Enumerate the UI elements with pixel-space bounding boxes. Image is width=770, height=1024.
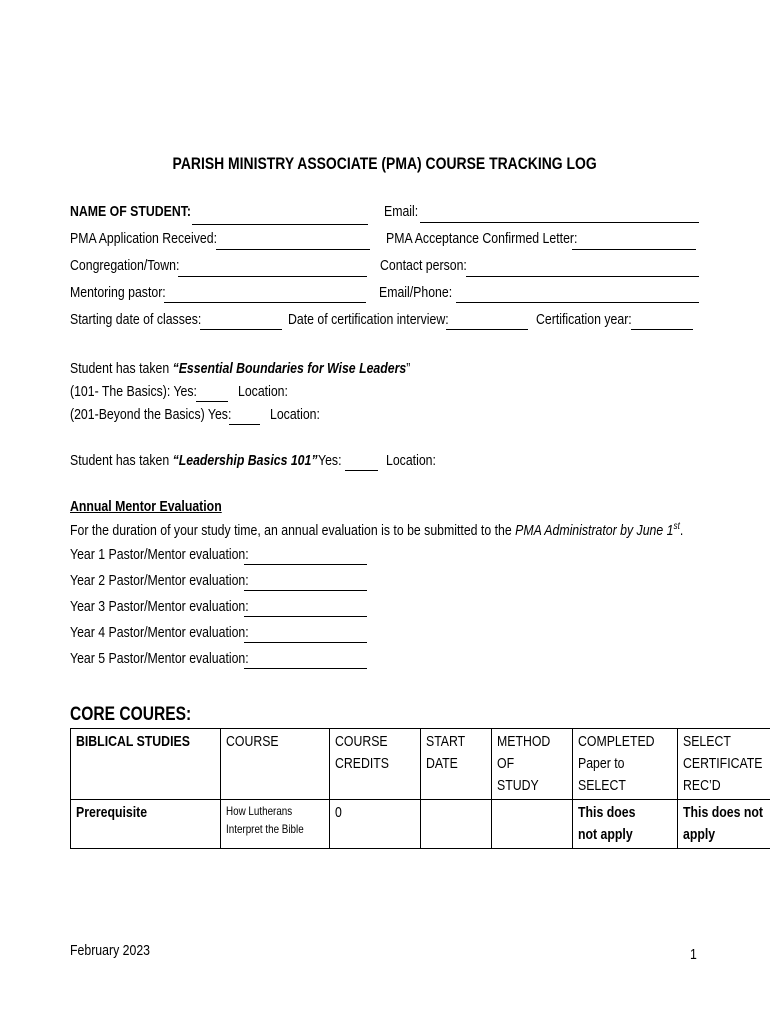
application-received-label: PMA Application Received:	[70, 230, 218, 247]
leadership-yes-wrap	[318, 452, 347, 469]
certification-year-line[interactable]	[631, 315, 693, 330]
header-select-certificate: SELECT CERTIFICATE REC’D	[677, 729, 770, 800]
starting-date-label: Starting date of classes:	[70, 311, 202, 328]
certification-year-label: Certification year:	[536, 311, 632, 328]
boundaries-course: “Essential Boundaries for Wise Leaders	[172, 360, 407, 377]
boundaries-row	[70, 360, 485, 377]
leadership-yes-label: Yes:	[318, 452, 342, 469]
page-title: PARISH MINISTRY ASSOCIATE (PMA) COURSE TRACKING LOG	[172, 154, 598, 173]
certification-interview-line[interactable]	[446, 315, 528, 330]
header-biblical-studies: BIBLICAL STUDIES	[71, 729, 221, 800]
year-1-label: Year 1 Pastor/Mentor evaluation:	[70, 546, 249, 563]
cell-prerequisite: Prerequisite	[71, 800, 221, 849]
email-phone-line[interactable]	[456, 288, 699, 303]
cell-course-credits: 0	[329, 800, 420, 849]
acceptance-letter-line[interactable]	[572, 235, 696, 250]
cell-method-of-study[interactable]	[491, 800, 572, 849]
name-of-student-label: NAME OF STUDENT:	[70, 203, 191, 220]
mentoring-pastor-line[interactable]	[164, 288, 366, 303]
beyond-yes-line[interactable]	[229, 410, 260, 425]
mentor-desc-sup: st	[673, 521, 680, 532]
year-4-label: Year 4 Pastor/Mentor evaluation:	[70, 624, 249, 641]
year-2-line[interactable]	[244, 576, 367, 591]
boundaries-prefix: Student has taken	[70, 360, 173, 377]
mentor-heading: Annual Mentor Evaluation	[70, 498, 222, 515]
cell-start-date[interactable]	[420, 800, 491, 849]
year-5-line[interactable]	[244, 654, 367, 669]
header-start-date: START DATE	[420, 729, 491, 800]
name-of-student-line[interactable]	[192, 210, 368, 225]
year-3-line[interactable]	[244, 602, 367, 617]
contact-person-line[interactable]	[466, 262, 699, 277]
basics-location-wrap	[238, 383, 299, 400]
leadership-course: “Leadership Basics 101”	[172, 452, 318, 469]
mentor-heading-row	[70, 498, 255, 515]
basics-yes-line[interactable]	[196, 387, 228, 402]
acceptance-letter-label: PMA Acceptance Confirmed Letter:	[386, 230, 578, 247]
header-course: COURSE	[220, 729, 329, 800]
core-courses-heading: CORE COURES:	[70, 704, 192, 725]
header-completed-paper: COMPLETED Paper to SELECT	[572, 729, 677, 800]
leadership-location-wrap	[386, 452, 447, 469]
table-header-row	[71, 729, 770, 800]
email-phone-label: Email/Phone:	[379, 284, 453, 301]
cell-course-name: How Lutherans Interpret the Bible	[220, 800, 329, 849]
leadership-prefix: Student has taken	[70, 452, 173, 469]
leadership-location-label: Location:	[386, 452, 436, 469]
footer-date: February 2023	[70, 942, 151, 959]
beyond-label: (201-Beyond the Basics) Yes:	[70, 406, 232, 423]
cell-completed-paper: This does not apply	[572, 800, 677, 849]
mentor-desc-italic: PMA Administrator by June 1	[515, 522, 674, 539]
certification-interview-label: Date of certification interview:	[288, 311, 449, 328]
year-4-line[interactable]	[244, 628, 367, 643]
year-1-line[interactable]	[244, 550, 367, 565]
boundaries-suffix: ”	[406, 360, 411, 377]
email-phone-label-wrap	[379, 284, 468, 301]
email-line[interactable]	[420, 208, 699, 223]
contact-person-label: Contact person:	[380, 257, 467, 274]
application-received-line[interactable]	[216, 235, 370, 250]
leadership-yes-line[interactable]	[345, 456, 378, 471]
header-course-credits: COURSE CREDITS	[329, 729, 420, 800]
header-method-of-study: METHOD OF STUDY	[491, 729, 572, 800]
year-5-label: Year 5 Pastor/Mentor evaluation:	[70, 650, 249, 667]
mentor-description	[70, 521, 770, 539]
mentoring-pastor-label: Mentoring pastor:	[70, 284, 166, 301]
beyond-location-label: Location:	[270, 406, 320, 423]
congregation-label: Congregation/Town:	[70, 257, 180, 274]
congregation-line[interactable]	[178, 262, 367, 277]
table-row	[71, 800, 770, 849]
beyond-location-wrap	[270, 406, 331, 423]
starting-date-line[interactable]	[200, 315, 282, 330]
email-label: Email:	[384, 203, 419, 220]
core-courses-table	[70, 728, 770, 849]
basics-location-label: Location:	[238, 383, 288, 400]
page-number: 1	[690, 946, 697, 963]
year-2-label: Year 2 Pastor/Mentor evaluation:	[70, 572, 249, 589]
basics-label: (101- The Basics): Yes:	[70, 383, 197, 400]
year-3-label: Year 3 Pastor/Mentor evaluation:	[70, 598, 249, 615]
mentor-desc-suffix: .	[679, 522, 684, 539]
cell-select-certificate: This does not apply	[677, 800, 770, 849]
mentor-desc-prefix: For the duration of your study time, an annual evaluation is to be submitted to the	[70, 522, 516, 539]
